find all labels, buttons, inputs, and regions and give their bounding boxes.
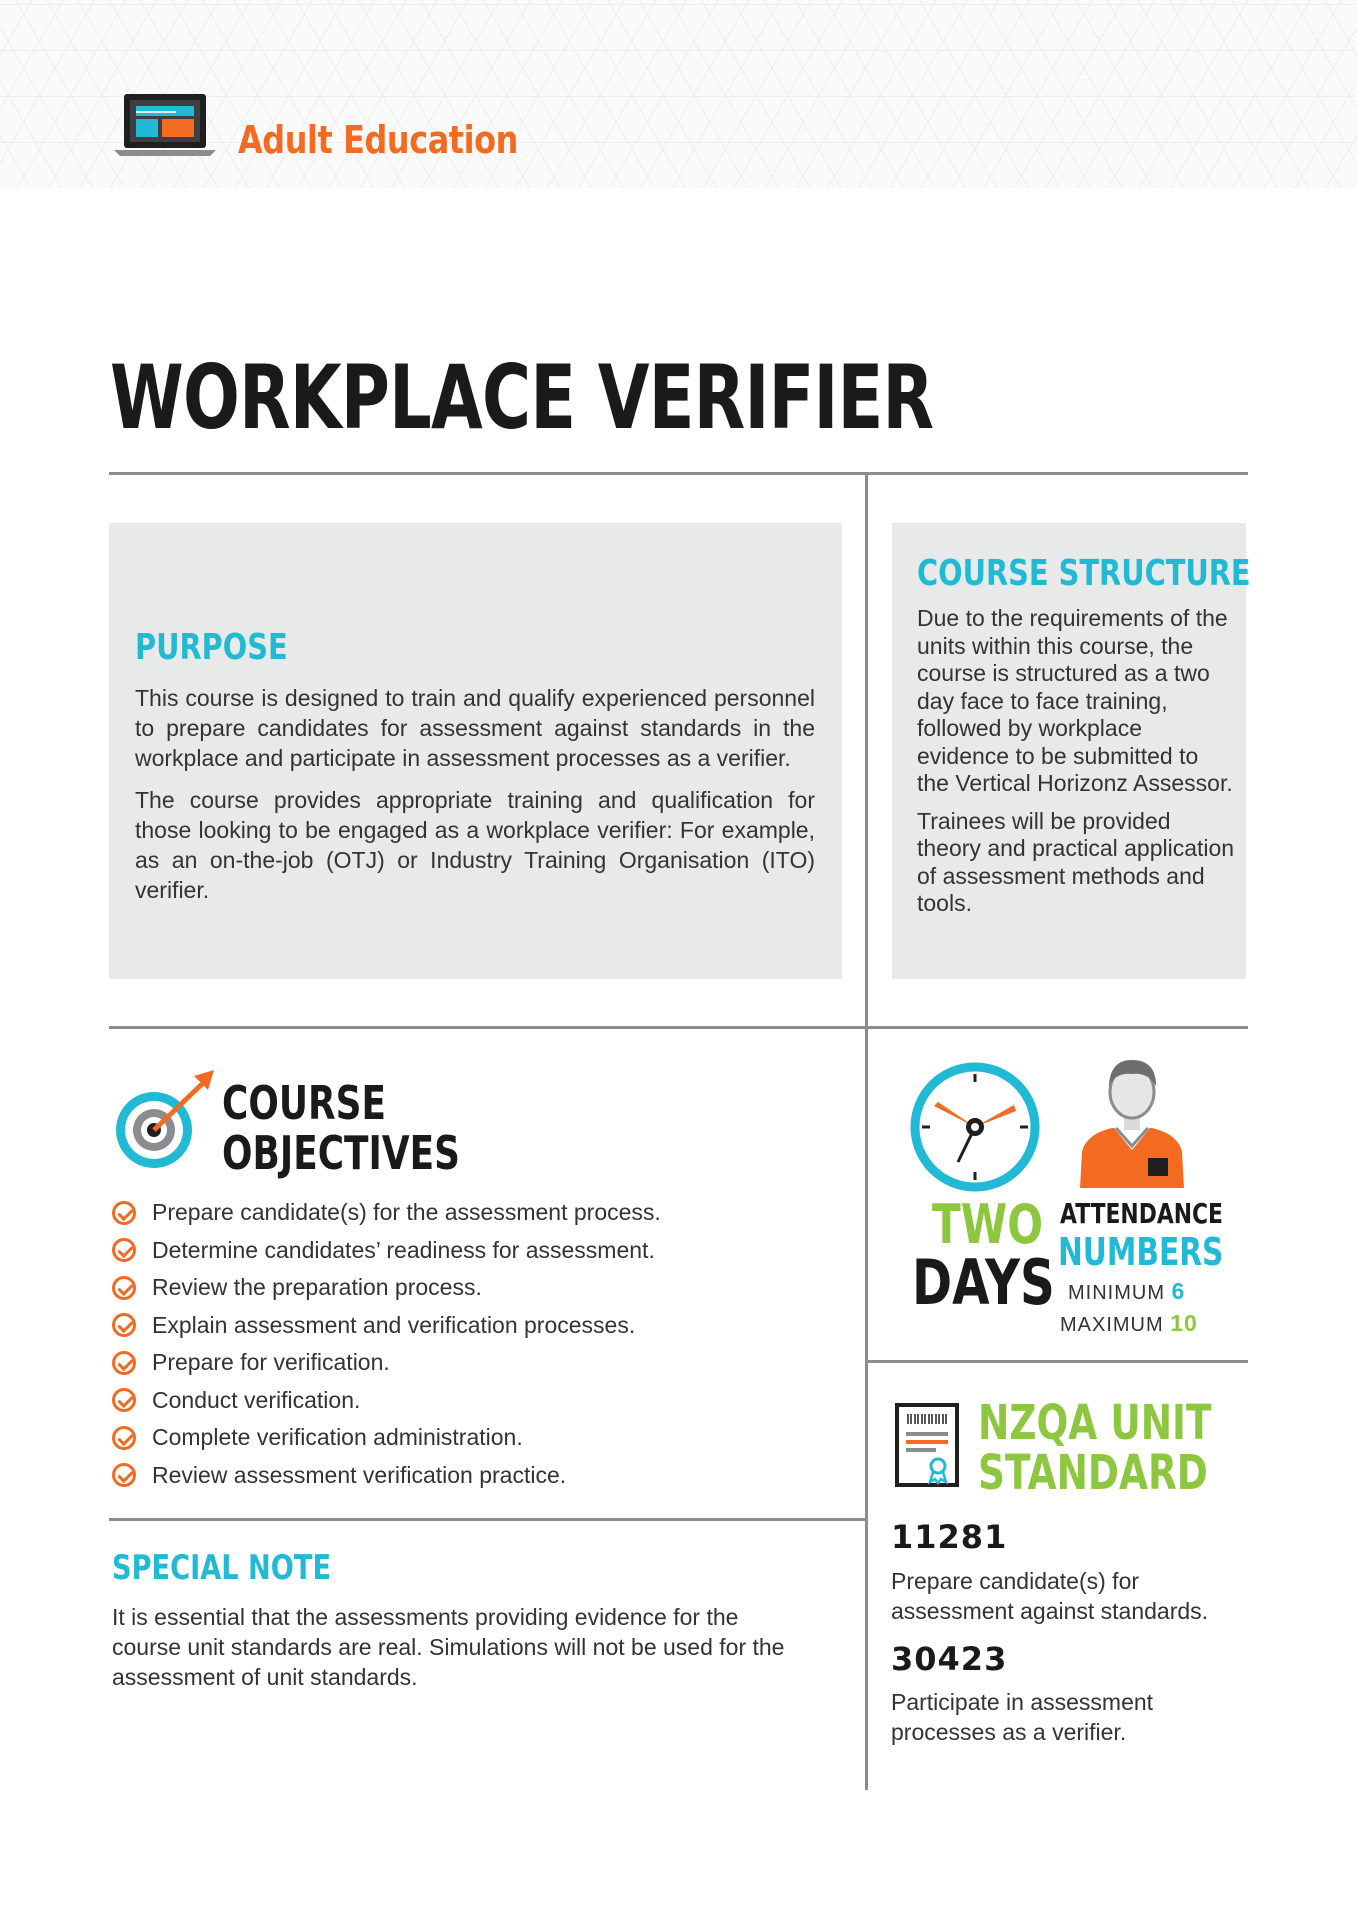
duration-days: DAYS xyxy=(912,1246,1055,1319)
list-item xyxy=(112,1419,661,1457)
duration-two: TWO xyxy=(932,1193,1044,1256)
check-circle-icon xyxy=(112,1351,136,1375)
objective-text: Conduct verification. xyxy=(152,1386,361,1413)
nzqa-heading xyxy=(978,1395,1212,1501)
rule-left-sub xyxy=(109,1518,865,1521)
list-item xyxy=(112,1232,661,1270)
minimum-label: MINIMUM xyxy=(1068,1282,1165,1304)
clock-icon xyxy=(906,1058,1044,1196)
objectives-heading-line2: OBJECTIVES xyxy=(222,1126,460,1180)
purpose-body xyxy=(135,683,815,917)
special-note-text: It is essential that the assessments providing evidence for the course unit standards are real. Simulations will not be used for the assessment of unit standards. xyxy=(112,1604,785,1690)
attendance-label: ATTENDANCE xyxy=(1060,1197,1223,1230)
brand-name: Adult Education xyxy=(238,118,518,162)
check-circle-icon xyxy=(112,1201,136,1225)
objective-text: Prepare for verification. xyxy=(152,1349,390,1376)
objective-text: Determine candidates’ readiness for assessment. xyxy=(152,1236,655,1263)
check-circle-icon xyxy=(112,1426,136,1450)
objective-text: Explain assessment and verification processes. xyxy=(152,1311,636,1338)
special-note-heading: SPECIAL NOTE xyxy=(112,1548,332,1588)
course-structure-paragraph-2: Trainees will be provided theory and practical application of assessment methods and tools. xyxy=(917,807,1235,916)
objective-text: Review the preparation process. xyxy=(152,1274,482,1301)
list-item xyxy=(112,1344,661,1382)
purpose-paragraph-1: This course is designed to train and qualify experienced personnel to prepare candidates for assessment against standards in the workplace and participate in assessment processes as a verifier. xyxy=(135,685,815,771)
purpose-heading: PURPOSE xyxy=(135,627,288,668)
list-item xyxy=(112,1194,661,1232)
list-item xyxy=(112,1457,661,1495)
list-item xyxy=(112,1269,661,1307)
check-circle-icon xyxy=(112,1313,136,1337)
purpose-paragraph-2: The course provides appropriate training and qualification for those looking to be engaged as a workplace verifier: For example, as an on-the-job (OTJ) or Industry Training Organisation (ITO) verifier. xyxy=(135,787,815,903)
attendance-minimum xyxy=(1068,1278,1185,1305)
list-item xyxy=(112,1307,661,1345)
standard-description: Prepare candidate(s) for assessment against standards. xyxy=(891,1568,1209,1624)
page-title: WORKPLACE VERIFIER xyxy=(110,346,934,449)
target-icon xyxy=(110,1068,218,1174)
course-structure-body xyxy=(917,605,1235,930)
standard-number: 30423 xyxy=(891,1640,1008,1678)
check-circle-icon xyxy=(112,1238,136,1262)
maximum-label: MAXIMUM xyxy=(1060,1314,1164,1336)
rule-right-sub xyxy=(868,1360,1248,1363)
objectives-heading-line1: COURSE xyxy=(222,1076,386,1130)
rule-vertical xyxy=(865,474,868,1790)
objective-text: Review assessment verification practice. xyxy=(152,1461,567,1488)
check-circle-icon xyxy=(112,1276,136,1300)
standard-description: Participate in assessment processes as a verifier. xyxy=(891,1689,1154,1745)
certificate-icon xyxy=(894,1402,960,1488)
attendance-maximum xyxy=(1060,1310,1198,1337)
rule-middle xyxy=(109,1026,1248,1029)
objective-text: Prepare candidate(s) for the assessment process. xyxy=(152,1199,661,1226)
course-structure-heading: COURSE STRUCTURE xyxy=(917,553,1251,594)
objectives-heading xyxy=(222,1078,460,1178)
list-item xyxy=(112,1382,661,1420)
nzqa-heading-line1: NZQA UNIT xyxy=(978,1395,1212,1451)
nzqa-heading-line2: STANDARD xyxy=(978,1445,1208,1501)
person-icon xyxy=(1072,1054,1192,1194)
standard-number: 11281 xyxy=(891,1518,1008,1556)
check-circle-icon xyxy=(112,1463,136,1487)
check-circle-icon xyxy=(112,1388,136,1412)
objective-text: Complete verification administration. xyxy=(152,1424,523,1451)
minimum-value: 6 xyxy=(1171,1278,1186,1304)
laptop-icon xyxy=(112,92,218,158)
course-structure-paragraph-1: Due to the requirements of the units within this course, the course is structured as a two day face to face training, followed by workplace evidence to be submitted to the Vertical Horizonz Assessor. xyxy=(917,605,1233,796)
rule-top xyxy=(109,472,1248,475)
attendance-numbers-label: NUMBERS xyxy=(1058,1230,1224,1274)
maximum-value: 10 xyxy=(1170,1310,1198,1336)
objectives-list xyxy=(112,1194,661,1494)
